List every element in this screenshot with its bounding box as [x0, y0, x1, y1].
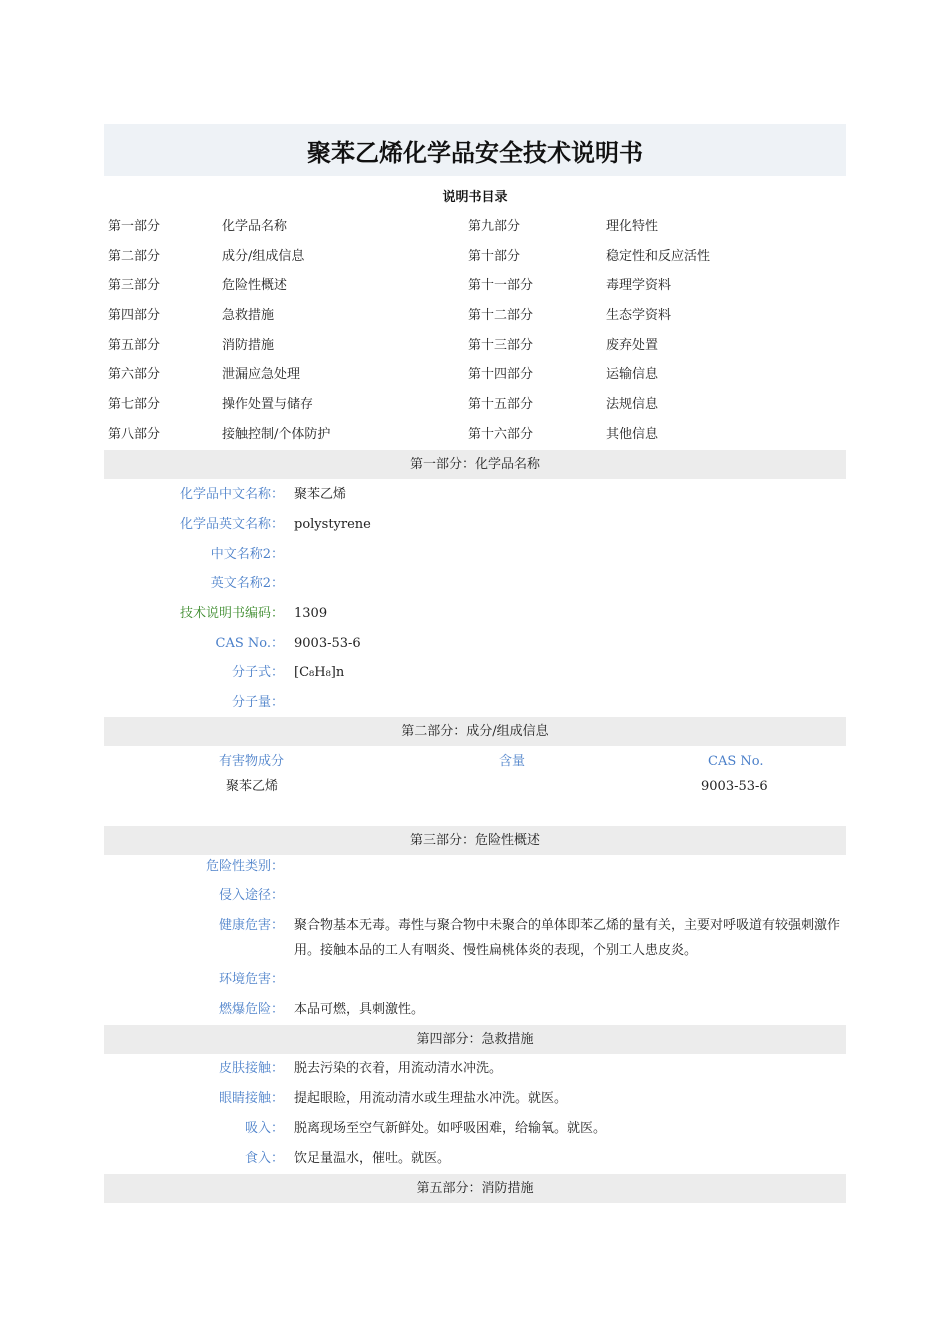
toc-heading: 说明书目录 — [442, 190, 508, 205]
document-title: 聚苯乙烯化学品安全技术说明书 — [307, 138, 643, 167]
section-5-header: 第五部分：消防措施 — [104, 1174, 846, 1203]
field-environment-hazard — [104, 965, 846, 995]
section-4-header: 第四部分：急救措施 — [104, 1025, 846, 1054]
field-eye-contact — [104, 1084, 846, 1114]
toc-row — [104, 390, 846, 420]
toc-row — [104, 420, 846, 450]
column-header-content: 含量 — [499, 754, 526, 769]
toc-title: 危险性概述 — [222, 278, 288, 294]
toc-part: 第十一部分 — [468, 278, 534, 294]
field-value: 脱去污染的衣着，用流动清水冲洗。 — [294, 1061, 503, 1076]
toc-title: 成分/组成信息 — [222, 248, 305, 264]
field-label: 眼睛接触： — [218, 1091, 284, 1106]
toc-title: 法规信息 — [606, 397, 659, 413]
field-value: 饮足量温水，催吐。就医。 — [294, 1151, 451, 1166]
field-label: 分子式： — [231, 665, 284, 680]
field-label: CAS No.： — [215, 636, 284, 651]
toc-part: 第三部分 — [108, 278, 161, 294]
toc-title: 泄漏应急处理 — [222, 367, 301, 383]
title-band — [104, 124, 846, 176]
toc-row — [104, 301, 846, 331]
component-cas: 9003-53-6 — [701, 779, 768, 794]
toc-row — [104, 331, 846, 361]
field-value: 9003-53-6 — [294, 636, 361, 651]
field-hazard-category — [104, 852, 846, 882]
toc-part: 第十四部分 — [468, 367, 534, 383]
toc-part: 第十三部分 — [468, 337, 534, 353]
section-1-header: 第一部分：化学品名称 — [104, 450, 846, 479]
toc-title: 接触控制/个体防护 — [222, 426, 331, 442]
field-inhalation — [104, 1114, 846, 1144]
field-label: 吸入： — [244, 1121, 284, 1136]
field-value: [C₈H₈]n — [294, 665, 345, 680]
field-value: 1309 — [294, 606, 328, 621]
field-spec-code — [104, 599, 846, 629]
field-label: 环境危害： — [218, 972, 284, 987]
field-label: 皮肤接触： — [218, 1061, 284, 1076]
field-formula — [104, 658, 846, 688]
toc-part: 第四部分 — [108, 308, 161, 324]
toc-row — [104, 360, 846, 390]
toc-row — [104, 271, 846, 301]
field-exposure-route — [104, 881, 846, 911]
toc-part: 第六部分 — [108, 367, 161, 383]
toc-title: 生态学资料 — [606, 308, 672, 324]
toc-row — [104, 242, 846, 272]
field-health-hazard — [104, 911, 846, 965]
field-value: polystyrene — [294, 517, 371, 532]
toc-title: 化学品名称 — [222, 219, 288, 234]
field-label: 侵入途径： — [218, 888, 284, 903]
field-en-name — [104, 510, 846, 540]
field-skin-contact — [104, 1054, 846, 1084]
toc-part: 第一部分 — [108, 219, 161, 234]
toc-title: 急救措施 — [222, 308, 275, 324]
table-of-contents — [104, 212, 846, 450]
toc-title: 其他信息 — [606, 426, 659, 442]
field-label: 燃爆危险： — [218, 1002, 284, 1017]
component-name: 聚苯乙烯 — [226, 779, 279, 794]
field-value: 脱离现场至空气新鲜处。如呼吸困难，给输氧。就医。 — [294, 1121, 607, 1136]
toc-part: 第十五部分 — [468, 397, 534, 413]
field-label: 食入： — [244, 1151, 284, 1166]
toc-part: 第五部分 — [108, 337, 161, 353]
section-2-header: 第二部分：成分/组成信息 — [104, 717, 846, 746]
toc-title: 操作处置与储存 — [222, 397, 314, 413]
field-value: 聚合物基本无毒。毒性与聚合物中未聚合的单体即苯乙烯的量有关，主要对呼吸道有较强刺激作用。接触本品的工人有咽炎、慢性扁桃体炎的表现，个别工人患皮炎。 — [294, 918, 841, 958]
field-ingestion — [104, 1144, 846, 1174]
section-3-header: 第三部分：危险性概述 — [104, 826, 846, 855]
toc-title: 运输信息 — [606, 367, 659, 383]
toc-title: 稳定性和反应活性 — [606, 248, 711, 264]
toc-title: 消防措施 — [222, 337, 275, 353]
field-value: 提起眼睑，用流动清水或生理盐水冲洗。就医。 — [294, 1091, 568, 1106]
toc-title: 废弃处置 — [606, 337, 659, 353]
toc-row — [104, 212, 846, 242]
field-value: 本品可燃，具刺激性。 — [294, 1002, 425, 1017]
field-label: 危险性类别： — [205, 859, 284, 874]
toc-title: 毒理学资料 — [606, 278, 672, 294]
field-cas — [104, 629, 846, 659]
field-cn-name-2 — [104, 540, 846, 570]
toc-part: 第十六部分 — [468, 426, 534, 442]
column-header-cas: CAS No. — [708, 754, 764, 769]
toc-part: 第七部分 — [108, 397, 161, 413]
column-header-component: 有害物成分 — [219, 754, 285, 769]
field-label: 化学品英文名称： — [179, 517, 284, 532]
toc-part: 第十部分 — [468, 248, 521, 264]
toc-part: 第八部分 — [108, 426, 161, 442]
toc-part: 第九部分 — [468, 219, 521, 234]
field-value: 聚苯乙烯 — [294, 487, 347, 502]
field-cn-name — [104, 480, 846, 510]
field-label: 中文名称2： — [210, 547, 284, 562]
field-label: 化学品中文名称： — [179, 487, 284, 502]
field-label: 英文名称2： — [210, 576, 284, 591]
field-fire-hazard — [104, 995, 846, 1025]
field-label: 技术说明书编码： — [179, 606, 284, 621]
toc-title: 理化特性 — [606, 219, 659, 234]
field-label: 分子量： — [231, 695, 284, 710]
toc-part: 第十二部分 — [468, 308, 534, 324]
toc-part: 第二部分 — [108, 248, 161, 264]
field-label: 健康危害： — [218, 918, 284, 933]
field-molecular-weight — [104, 688, 846, 718]
field-en-name-2 — [104, 569, 846, 599]
